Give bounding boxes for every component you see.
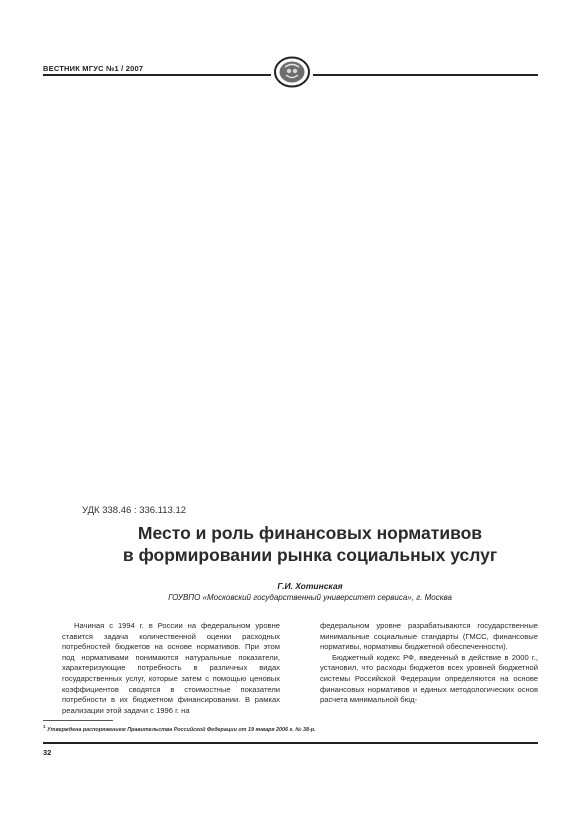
university-emblem-icon [272,56,312,88]
paragraph-continuation: федеральном уровне разрабатываются государственные минимальные социальные стандарты (ГМСС, финансовые нормативы, нормативы бюджетной обеспеченности). [320,621,538,652]
footnote-text: Утверждена распоряжением Правительства Российской Федерации от 19 января 2006 г. № 38-р. [47,726,316,733]
article-title-line-2: в формировании рынка социальных услуг [122,545,498,565]
body-column-left [62,621,280,716]
udc-code: УДК 338.46 : 336.113.12 [82,505,187,516]
article-title-line-1: Место и роль финансовых нормативов [137,523,483,543]
page-number: 32 [43,748,52,757]
paragraph: Начиная с 1994 г. в России на федеральном уровне ставится задача количественной оценки расходных потребностей бюджетов на основе нормативов. При этом под нормативами понимаются натуральные показатели, характеризующие потребность в различных видах государственных услуг, которые затем с помощью ценовых коэффициентов сводятся в стоимостные показатели потребности в их бюджетном финансировании. В рамках реализации этой задачи с 1996 г. на [62,621,280,715]
header-rule-left [43,74,271,76]
footer-rule [43,742,538,744]
footnote [43,724,538,733]
article-title [82,522,538,566]
paragraph: Бюджетный кодекс РФ, введенный в действие в 2000 г., установил, что расходы бюджетов всех уровней бюджетной системы Российской Федерации определяются на основе финансовых нормативов и единых методологических основ расчета минимальной бюд- [320,652,538,705]
header-rule-right [313,74,538,76]
journal-header: ВЕСТНИК МГУС №1 / 2007 [43,64,144,73]
footnote-separator [43,720,113,721]
footnote-marker: 1 [43,724,46,729]
author-name: Г.И. Хотинская [277,581,343,591]
body-column-right [320,621,538,706]
author-affiliation: ГОУВПО «Московский государственный университет сервиса», г. Москва [168,593,452,602]
